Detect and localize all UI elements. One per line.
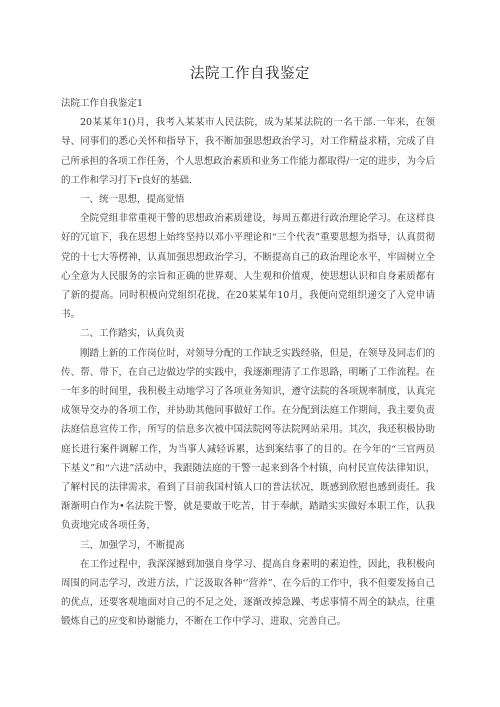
document-body xyxy=(61,94,435,632)
page-title: 法院工作自我鉴定 xyxy=(190,66,310,82)
document-subtitle: 法院工作自我鉴定1 xyxy=(61,98,144,109)
section-2-paragraph: 刚踏上新的工作岗位时，对领导分配的工作缺乏实践经骆，但是，在领导及同志们的传、帮、带下，在自己边做边学的实践中，我逐渐理清了工作思路，明晰了工作流程。在一年多的时间里，我积极主动地学习了各项业务知识，遵守法院的各项规率制度，认真完成领导交办的各项工作，并协助其他同事做好工作。在分配到法庭工作期间，我主要负责法庭信息宣传工作，所写的信息多次被中国法院网等法院网站采用。其次，我还积极协助庭长进行案件调解工作，为当事人减轻诉累，达到案结事了的目的。在今年的“三官两员下基义”和“六进”活动中，我跟随法庭的干警一起来到各个村镇，向村民宣传法律知识，了解村民的法律需求，看到了目前我国村镇人口的普法状况，既感到欣慰也感到责任。我渐渐明白作为•名法院干警，就是要敢于吃苦，甘于奉献，踏踏实实做好本职工作，认我负责地完成各项任务， xyxy=(61,347,435,532)
section-2-heading: 二、工作踏实，认真负责 xyxy=(80,328,185,340)
section-1-heading: 一、统一思想，提高觉悟 xyxy=(80,194,185,206)
intro-paragraph: 20某某年1()月，我考入某某市人民法院，成为某某法院的一名干部.一年来，在领导、同事们的悉心关怀和指导下，我不断加强思想政治学习，对工作精益求精，完成了自己所承担的各项工作任务，个人思想政治素质和业务工作能力都取得/一定的进步，为今后的工作和学习打下r良好的基础. xyxy=(61,117,435,186)
section-3-heading: 三、加强学习，不断提高 xyxy=(80,539,185,551)
section-1-paragraph: 全院党组非常重视干警的思想政治素质建设，每周五都进行政治理论学习。在这样良好的冗谊下，我在思想上始终坚持以邓小平理论和“三个代表”重要思想为指导，认真贯彻党的十七大等楞神，认真加强思想政治学习，不断提高自己的政治理论水平，牢固树立全心全意为人民服务的宗旨和正确的世界观、人生观和价值观，使思想认识和自身素质都有了新的提高。同时积极向党组织花拢，在20某某年10月，我便向党组织递交了入党申请书。 xyxy=(61,213,435,321)
section-3-paragraph: 在工作过程中，我深深撼到加强自身学习、提高自身素明的素迫性，因此，我积极向周围的同志学习，改进方法，广泛汲取各种‘’营养”、在今后的工作中，我不但要发扬自己的优点，还要客观地面对自己的不足之处，逐渐改掉急躁、考虑事情不周全的缺点，往重锻炼自己的应变和协谢能力，不断在工作中学习、进取、完善自己。 xyxy=(61,558,435,628)
